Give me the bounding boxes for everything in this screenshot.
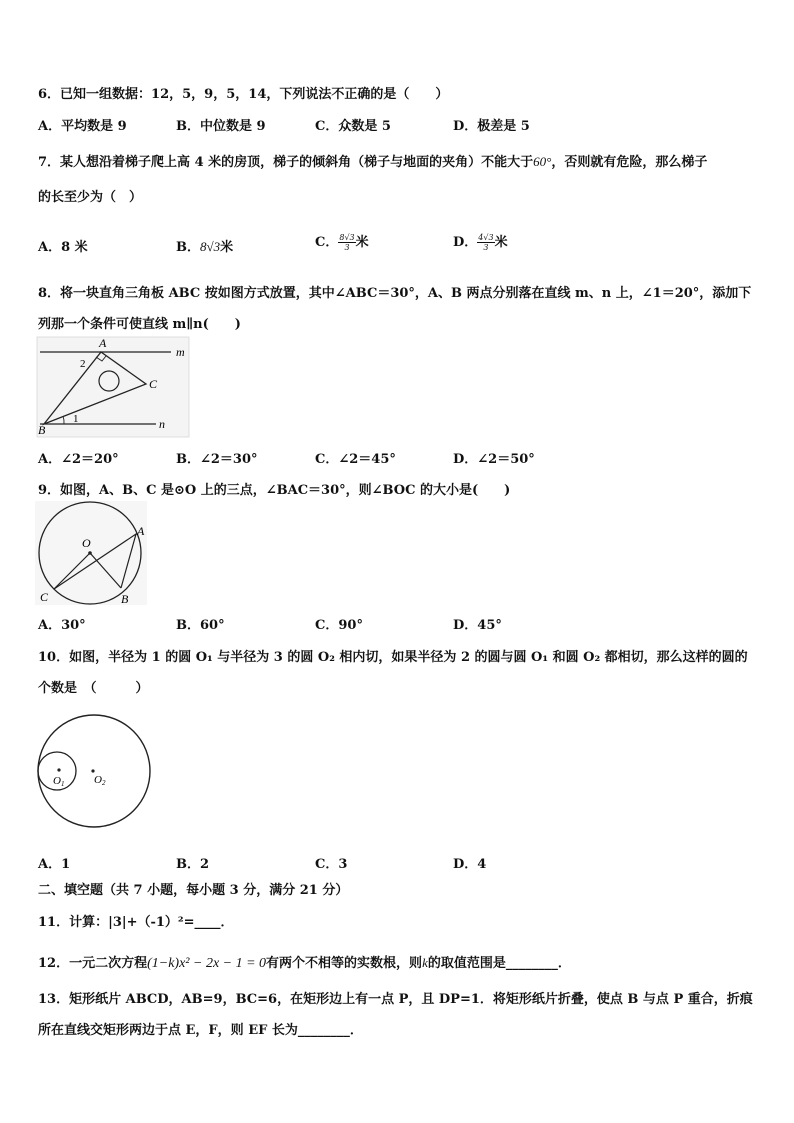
q7-option-b — [176, 236, 233, 255]
q8-stem-line-2: 列那一个条件可使直线 m∥n( ) — [38, 317, 241, 332]
q6-option-c: C．众数是 5 — [315, 119, 391, 134]
center-o-label: O — [82, 536, 91, 550]
line-n-label: n — [159, 417, 165, 431]
q12-suffix: 的取值范围是________． — [427, 956, 571, 971]
point-c-label: C — [149, 377, 158, 391]
q9-option-c: C．90° — [315, 618, 363, 633]
q8-option-c: C．∠2＝45° — [315, 452, 396, 467]
point-c-label: C — [40, 590, 49, 604]
q7-option-d-unit: 米 — [494, 235, 508, 250]
point-a-label: A — [99, 336, 107, 350]
angle-2-label: 2 — [80, 358, 86, 370]
q10-option-a: A．1 — [38, 857, 71, 872]
center-o1-letter: O — [53, 775, 61, 787]
q10-option-c: C．3 — [315, 857, 348, 872]
center-o1-subscript: 1 — [60, 780, 65, 788]
q10-stem-line-2: 个数是 （ ） — [38, 681, 149, 696]
q7-option-d-denominator: 3 — [483, 243, 489, 252]
q7-option-b-unit: 米 — [220, 240, 234, 255]
center-o1-label — [53, 775, 64, 788]
q10-option-b: B．2 — [176, 857, 210, 872]
q6-option-b: B．中位数是 9 — [176, 119, 266, 134]
q7-stem-text-1: 7．某人想沿着梯子爬上高 4 米的房顶，梯子的倾斜角（梯子与地面的夹角）不能大于 — [38, 155, 534, 170]
q7-stem-text-1b: ，否则就有危险，那么梯子 — [551, 155, 708, 170]
q10-option-d: D．4 — [453, 857, 487, 872]
q8-stem-line-1: 8．将一块直角三角板 ABC 按如图方式放置，其中∠ABC＝30°，A、B 两点分别落在直线 m、n 上，∠1＝20°，添加下 — [38, 286, 752, 301]
q9-option-d: D．45° — [453, 618, 502, 633]
q9-stem: 9．如图，A、B、C 是⊙O 上的三点，∠BAC＝30°，则∠BOC 的大小是( ) — [38, 483, 511, 498]
section-heading-fill-in: 二、填空题（共 7 小题，每小题 3 分，满分 21 分） — [38, 883, 349, 898]
point-b-label: B — [121, 592, 129, 606]
q12-prefix: 12．一元二次方程 — [38, 956, 148, 971]
q8-figure — [36, 336, 194, 438]
q7-option-d — [453, 231, 508, 252]
q10-stem-line-1: 10．如图，半径为 1 的圆 O₁ 与半径为 3 的圆 O₂ 相内切，如果半径为 2 的圆与圆 O₁ 和圆 O₂ 都相切，那么这样的圆的 — [38, 650, 748, 665]
q7-option-a: A．8 米 — [38, 240, 88, 255]
angle-1-label: 1 — [73, 413, 79, 425]
q11-stem: 11．计算：|3|+（-1）²=____． — [38, 915, 234, 930]
q9-option-a: A．30° — [38, 618, 86, 633]
q9-option-b: B．60° — [176, 618, 225, 633]
q6-stem: 6．已知一组数据：12，5，9，5，14，下列说法不正确的是（ ） — [38, 87, 449, 102]
q7-option-c-unit: 米 — [355, 235, 369, 250]
q13-stem-line-1: 13．矩形纸片 ABCD，AB=9，BC=6，在矩形边上有一点 P，且 DP=1．将矩形纸片折叠，使点 B 与点 P 重合，折痕 — [38, 992, 753, 1007]
q12-mid: 有两个不相等的实数根，则 — [266, 956, 423, 971]
q7-option-b-label: B． — [176, 240, 200, 255]
point-b-label: B — [38, 423, 46, 437]
q7-option-c-label: C． — [315, 235, 339, 250]
q7-stem-line-1 — [38, 151, 707, 170]
q7-option-d-label: D． — [453, 235, 478, 250]
center-o2-label — [94, 774, 106, 787]
center-o2-subscript: 2 — [101, 779, 106, 787]
q7-option-c-denominator: 3 — [344, 243, 350, 252]
q7-stem-line-2: 的长至少为（ ） — [38, 190, 143, 205]
q12-variable: k — [422, 955, 428, 970]
q7-option-d-numerator: 4√3 — [478, 233, 494, 242]
line-m-label: m — [176, 345, 185, 359]
q7-option-c-numerator: 8√3 — [339, 233, 355, 242]
q12-stem — [38, 952, 571, 972]
q7-option-c-fraction — [338, 233, 355, 252]
q8-option-a: A．∠2＝20° — [38, 452, 119, 467]
center-o1-dot — [57, 768, 60, 771]
q7-angle: 60° — [533, 154, 552, 169]
q7-option-b-math: 8√3 — [200, 239, 221, 254]
q13-stem-line-2: 所在直线交矩形两边于点 E，F，则 EF 长为________． — [38, 1023, 363, 1038]
q6-option-d: D．极差是 5 — [453, 119, 530, 134]
center-o2-letter: O — [94, 774, 102, 786]
q8-option-b: B．∠2＝30° — [176, 452, 258, 467]
q7-option-c — [315, 231, 369, 252]
q12-equation: (1−k)x² − 2x − 1 = 0 — [147, 956, 267, 971]
center-o2-dot — [91, 769, 94, 772]
point-a-label: A — [137, 524, 145, 538]
q9-figure — [34, 500, 150, 608]
q8-option-d: D．∠2＝50° — [453, 452, 535, 467]
q6-option-a: A．平均数是 9 — [38, 119, 127, 134]
q10-figure — [34, 713, 156, 831]
q7-option-d-fraction — [477, 233, 494, 252]
